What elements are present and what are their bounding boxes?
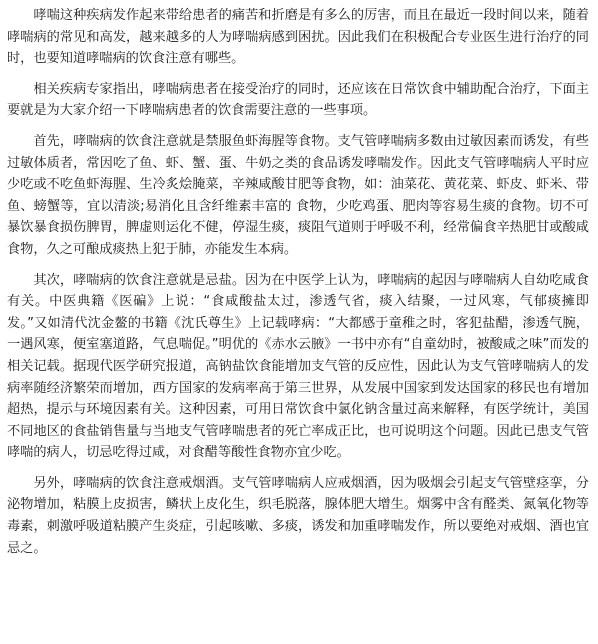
- paragraph-expert-advice: 相关疾病专家指出，哮喘病患者在接受治疗的同时，还应该在日常饮食中辅助配合治疗，下面主要就是为大家介绍一下哮喘病患者的饮食需要注意的一些事项。: [7, 81, 589, 119]
- paragraph-avoid-salt: 其次，哮喘病的饮食注意就是忌盐。因为在中医学上认为，哮喘病的起因与哮喘病人自幼吃咸食有关。中医典籍《医碥》上说：“食咸酸盐太过，渗透气省，痰入结聚，一过风寒，气郁痰擁即发。”又如清代沈金鳌的书籍《沈氏尊生》上记载哮病：“大都感于童稚之时，客犯盐醋，渗透气腕，一遇风寒，便室塞道路，气息喘促。”明优的《赤水云腋》一书中亦有“自童幼时，被酸咸之味”而发的相关记载。据现代医学研究报道，高钠盐饮食能增加支气管的反应性，因此认为支气管哮喘病人的发病率随经济繁荣而增加，西方国家的发病率高于第三世界，从发展中国家到发达国家的移民也有增加超热，提示与环境因素有关。这种因素，可用日常饮食中氯化钠含量过高来解释，有医学统计，美国不同地区的食盐销售量与当地支气管哮喘患者的死亡率成正比，也可说明这个问题。因此已患支气管哮喘的病人，切忌吃得过咸，对食醋等酸性食物亦宜少吃。: [7, 272, 589, 461]
- paragraph-avoid-seafood: 首先，哮喘病的饮食注意就是禁服鱼虾海腥等食物。支气管哮喘病多数由过敏因素而诱发，有些过敏体质者，常因吃了鱼、虾、蟹、蛋、牛奶之类的食品诱发哮喘发作。因此支气管哮喘病人平时应少吃或不吃鱼虾海腥、生冷炙烩腌菜，辛辣咸酸甘肥等食物，如：油菜花、黄花菜、虾皮、虾米、带鱼、螃蟹等，宜以清淡;易消化且含纤维素丰富的 食物，少吃鸡蛋、肥肉等容易生痰的食物。切不可暴饮暴食损伤脾胃，脾虚则运化不健，停湿生痰，痰阻气道则于呼吸不利，经常偏食辛热肥甘或酸咸食物，久之可酿成痰热上犯于肺，亦能发生本病。: [7, 133, 589, 257]
- paragraph-intro: 哮喘这种疾病发作起来带给患者的痛苦和折磨是有多么的厉害，而且在最近一段时间以来，随着哮喘病的常见和高发，越来越多的人为哮喘病感到困扰。因此我们在积极配合专业医生进行治疗的同时，也要知道哮喘病的饮食注意有哪些。: [7, 8, 589, 67]
- paragraph-text-before-link: 另外，哮喘病的饮食注意戒烟酒。支气管哮喘病人应戒烟酒，因为吸烟会引起支气管壁痉挛，分泌物增加，粘膜上皮损害，鳞状上皮化生，织毛脱落，腺体肥大增生。烟雾中含有醛类、氮氧化物等毒素，刺激呼吸道粘膜产生炎症，引起: [7, 475, 589, 535]
- paragraph-quit-smoking-drinking: [7, 473, 589, 559]
- paragraph-text-after-link: 、多痰，诱发和加重哮喘发作，所以要绝对戒烟、酒也宜忌之。: [7, 519, 590, 556]
- cough-link[interactable]: 咳嗽: [231, 519, 259, 535]
